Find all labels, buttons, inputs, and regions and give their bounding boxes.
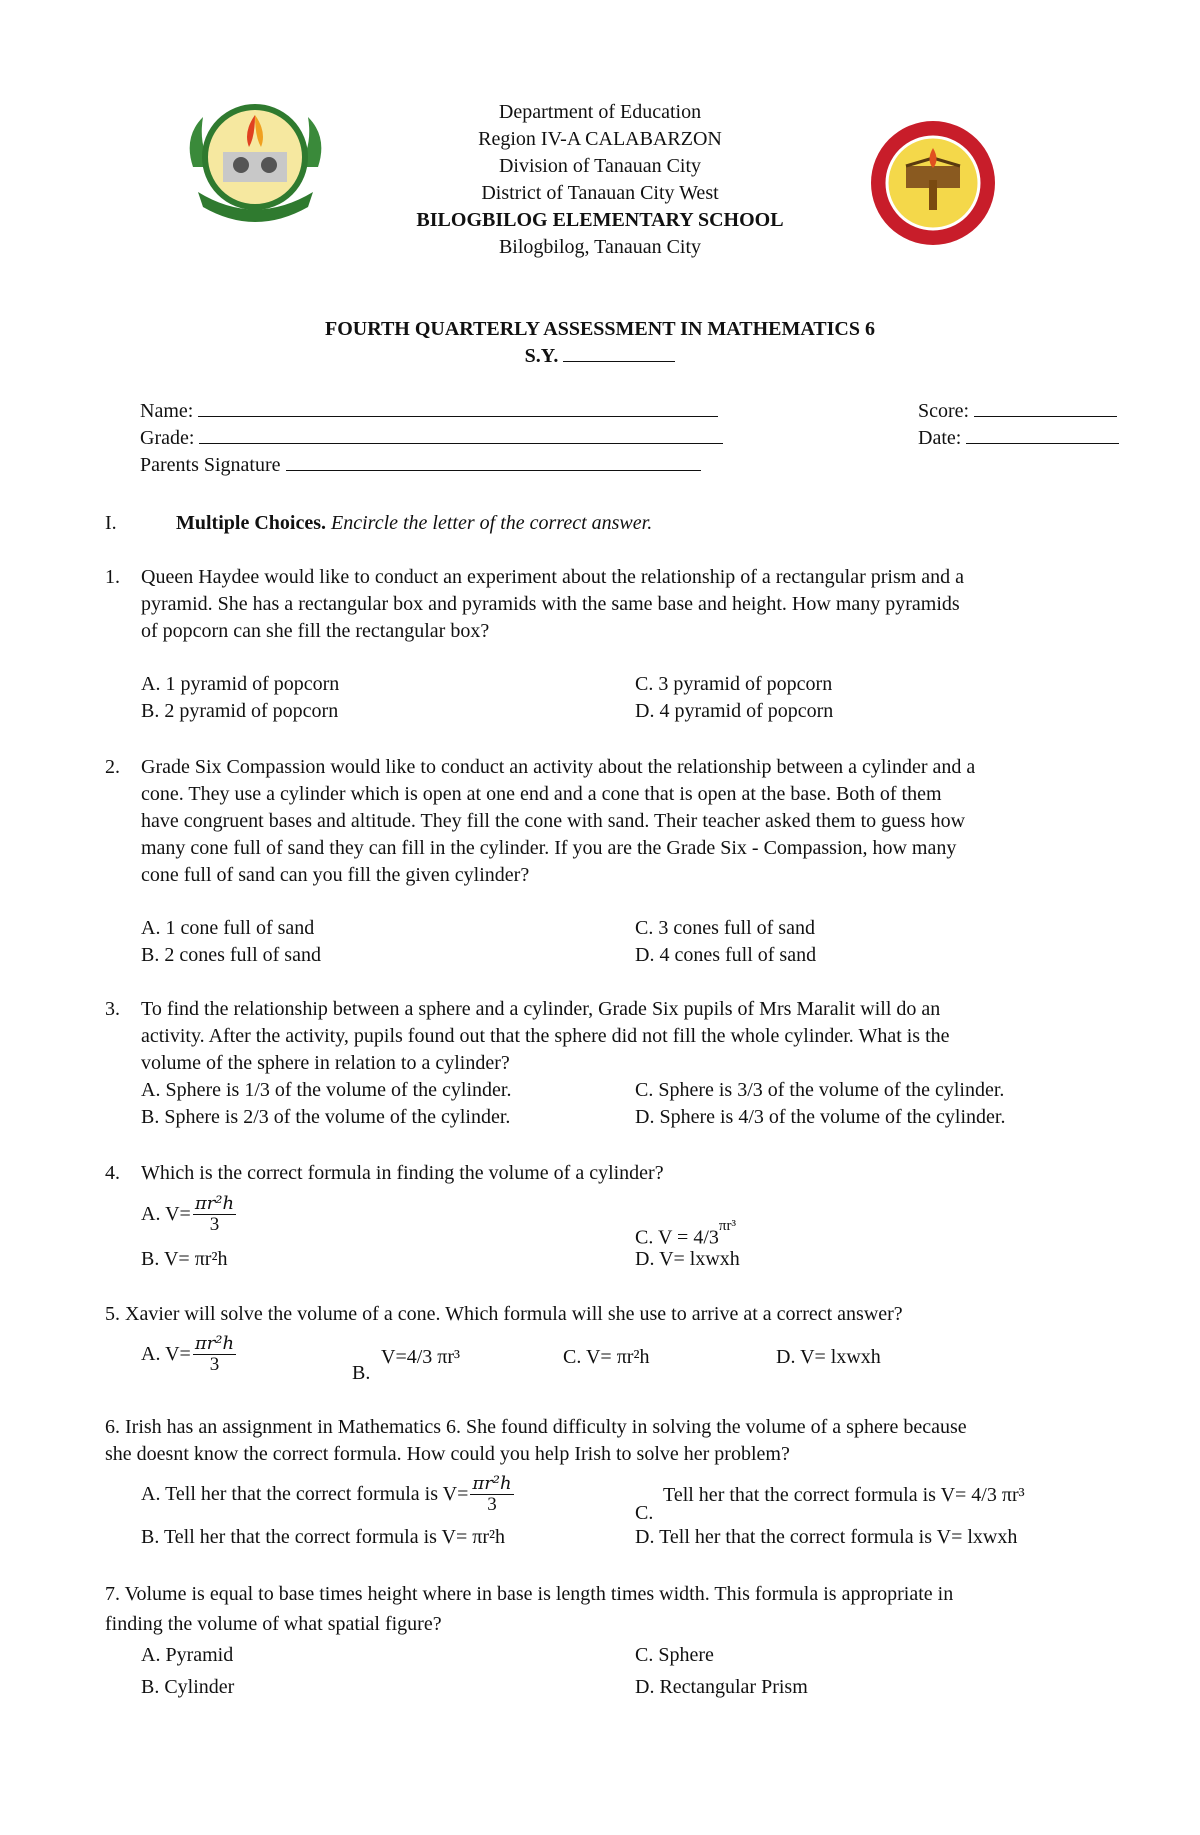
q5-fraction bbox=[193, 1334, 236, 1375]
q6-fraction-denominator: 3 bbox=[487, 1494, 497, 1515]
header-division: Division of Tanauan City bbox=[498, 155, 702, 177]
q7-option-d[interactable]: D. Rectangular Prism bbox=[635, 1676, 808, 1698]
q5-option-c[interactable]: C. V= πr²h bbox=[563, 1346, 650, 1368]
parents-signature-field bbox=[140, 452, 701, 479]
grade-field bbox=[140, 425, 723, 452]
q3-line1: To find the relationship between a sphere and a cylinder, Grade Six pupils of Mrs Maralit will do an bbox=[141, 998, 941, 1020]
q4-option-b[interactable]: B. V= πr²h bbox=[141, 1248, 228, 1270]
q4-fraction bbox=[193, 1194, 236, 1235]
section-title: Multiple Choices bbox=[176, 512, 321, 534]
school-year-blank[interactable] bbox=[563, 343, 675, 362]
q2-option-c[interactable]: C. 3 cones full of sand bbox=[635, 917, 815, 939]
q6-option-a[interactable] bbox=[141, 1474, 514, 1515]
q6-option-c[interactable]: Tell her that the correct formula is V= 4/3 πr³ bbox=[663, 1484, 1025, 1506]
grade-label: Grade: bbox=[140, 427, 195, 449]
name-field bbox=[140, 398, 718, 425]
q1-line2: pyramid. She has a rectangular box and pyramids with the same base and height. How many pyramids bbox=[141, 593, 960, 615]
q7-line1: 7. Volume is equal to base times height where in base is length times width. This formula is appropriate in bbox=[105, 1583, 954, 1605]
q3-line3: volume of the sphere in relation to a cylinder? bbox=[141, 1052, 510, 1074]
section-number: I. bbox=[105, 512, 117, 534]
q3-number: 3. bbox=[105, 998, 120, 1020]
header-address: Bilogbilog, Tanauan City bbox=[498, 236, 702, 258]
q3-option-b[interactable]: B. Sphere is 2/3 of the volume of the cylinder. bbox=[141, 1106, 511, 1128]
date-blank[interactable] bbox=[966, 425, 1119, 444]
q5-option-a-label: A. V= bbox=[141, 1343, 191, 1365]
q2-line1: Grade Six Compassion would like to conduct an activity about the relationship between a cylinder and a bbox=[141, 756, 976, 778]
school-year-label: S.Y. bbox=[524, 345, 559, 367]
header-department: Department of Education bbox=[498, 101, 702, 123]
q7-option-a[interactable]: A. Pyramid bbox=[141, 1644, 234, 1666]
score-field bbox=[918, 398, 1117, 425]
q1-line3: of popcorn can she fill the rectangular box? bbox=[141, 620, 490, 642]
q1-line1: Queen Haydee would like to conduct an experiment about the relationship of a rectangular prism and a bbox=[141, 566, 965, 588]
q4-option-a[interactable] bbox=[141, 1194, 236, 1235]
q6-option-d[interactable]: D. Tell her that the correct formula is V= lxwxh bbox=[635, 1526, 1018, 1548]
q1-option-d[interactable]: D. 4 pyramid of popcorn bbox=[635, 700, 834, 722]
q6-option-a-label: A. Tell her that the correct formula is V= bbox=[141, 1483, 469, 1505]
school-year bbox=[0, 343, 1200, 370]
q4-option-c-sup: πr³ bbox=[718, 1218, 736, 1234]
score-label: Score: bbox=[918, 400, 970, 422]
q2-line2: cone. They use a cylinder which is open at one end and a cone that is open at the base. Both of them bbox=[141, 783, 942, 805]
q1-number: 1. bbox=[105, 566, 120, 588]
q3-option-c[interactable]: C. Sphere is 3/3 of the volume of the cylinder. bbox=[635, 1079, 1005, 1101]
q5-option-a[interactable] bbox=[141, 1334, 236, 1375]
name-label: Name: bbox=[140, 400, 194, 422]
q2-number: 2. bbox=[105, 756, 120, 778]
date-label: Date: bbox=[918, 427, 962, 449]
q3-line2: activity. After the activity, pupils found out that the sphere did not fill the whole cylinder. What is the bbox=[141, 1025, 950, 1047]
header-region: Region IV-A CALABARZON bbox=[478, 128, 722, 150]
q5-option-d[interactable]: D. V= lxwxh bbox=[776, 1346, 881, 1368]
q4-option-d[interactable]: D. V= lxwxh bbox=[635, 1248, 740, 1270]
date-field bbox=[918, 425, 1119, 452]
header-school: BILOGBILOG ELEMENTARY SCHOOL bbox=[416, 209, 784, 231]
name-blank[interactable] bbox=[198, 398, 718, 417]
q6-line2: she doesnt know the correct formula. How could you help Irish to solve her problem? bbox=[105, 1443, 790, 1465]
q5-stem: 5. Xavier will solve the volume of a cone. Which formula will she use to arrive at a correct answer? bbox=[105, 1303, 903, 1325]
q7-option-c[interactable]: C. Sphere bbox=[635, 1644, 714, 1666]
q4-fraction-denominator: 3 bbox=[209, 1214, 220, 1235]
q4-option-c-label: C. V = 4/3 bbox=[635, 1226, 719, 1249]
q6-fraction bbox=[470, 1474, 513, 1515]
q1-option-a[interactable]: A. 1 pyramid of popcorn bbox=[141, 673, 340, 695]
q4-fraction-numerator: πr²h bbox=[194, 1193, 235, 1214]
q3-option-a[interactable]: A. Sphere is 1/3 of the volume of the cylinder. bbox=[141, 1079, 512, 1101]
q4-line1: Which is the correct formula in finding the volume of a cylinder? bbox=[141, 1162, 664, 1184]
q2-line4: many cone full of sand they can fill in the cylinder. If you are the Grade Six - Compassion, how many bbox=[141, 837, 957, 859]
q6-option-b[interactable]: B. Tell her that the correct formula is V= πr²h bbox=[141, 1526, 506, 1548]
q5-fraction-denominator: 3 bbox=[209, 1354, 220, 1375]
q2-line5: cone full of sand can you fill the given cylinder? bbox=[141, 864, 530, 886]
q2-option-a[interactable]: A. 1 cone full of sand bbox=[141, 917, 315, 939]
parents-signature-label: Parents Signature bbox=[140, 454, 281, 476]
parents-signature-blank[interactable] bbox=[286, 452, 701, 471]
header-district: District of Tanauan City West bbox=[481, 182, 719, 204]
q5-option-b[interactable]: V=4/3 πr³ bbox=[381, 1346, 461, 1368]
score-blank[interactable] bbox=[974, 398, 1117, 417]
q1-option-c[interactable]: C. 3 pyramid of popcorn bbox=[635, 673, 833, 695]
q3-option-d[interactable]: D. Sphere is 4/3 of the volume of the cylinder. bbox=[635, 1106, 1006, 1128]
q1-option-b[interactable]: B. 2 pyramid of popcorn bbox=[141, 700, 339, 722]
q5-option-b-letter[interactable]: B. bbox=[352, 1362, 371, 1384]
q4-option-a-label: A. V= bbox=[141, 1203, 191, 1225]
section-instruction: Encircle the letter of the correct answer. bbox=[331, 512, 653, 534]
q7-line2: finding the volume of what spatial figure? bbox=[105, 1613, 442, 1635]
assessment-title: FOURTH QUARTERLY ASSESSMENT IN MATHEMATICS 6 bbox=[325, 318, 875, 340]
q2-option-d[interactable]: D. 4 cones full of sand bbox=[635, 944, 817, 966]
q6-option-c-letter[interactable]: C. bbox=[635, 1502, 654, 1524]
q2-option-b[interactable]: B. 2 cones full of sand bbox=[141, 944, 321, 966]
q6-fraction-numerator: πr²h bbox=[472, 1473, 512, 1494]
grade-blank[interactable] bbox=[199, 425, 723, 444]
q5-fraction-numerator: πr²h bbox=[194, 1333, 235, 1354]
q2-line3: have congruent bases and altitude. They fill the cone with sand. Their teacher asked them to guess how bbox=[141, 810, 966, 832]
section-heading: Multiple Choices. Encircle the letter of the correct answer. bbox=[176, 512, 653, 534]
q7-option-b[interactable]: B. Cylinder bbox=[141, 1676, 235, 1698]
q4-number: 4. bbox=[105, 1162, 120, 1184]
q6-line1: 6. Irish has an assignment in Mathematics 6. She found difficulty in solving the volume of a sphere because bbox=[105, 1416, 967, 1438]
